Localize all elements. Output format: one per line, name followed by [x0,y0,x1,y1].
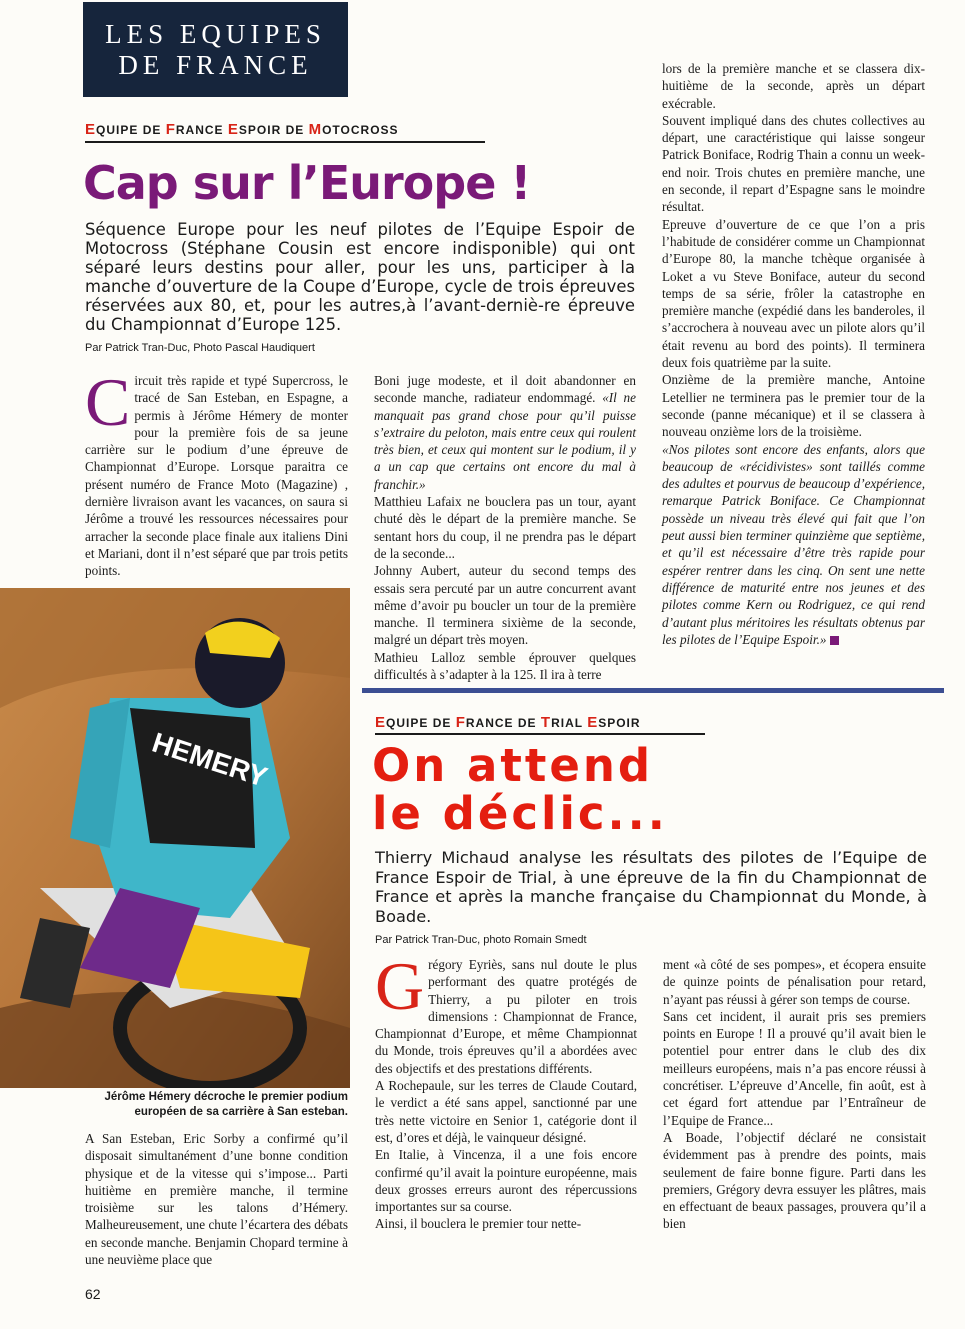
paragraph: A San Esteban, Eric Sorby a confirmé qu’il disposait simultanément d’une bonne condition physique et de la vitesse qui s’impose... Parti huitième en première manche, il termine troisième sur les talons d’Hémery. Malheureusement, une chute l’écartera des débats en seconde manche. Benjamin Chopard termine à une neuvième place que [85,1131,348,1268]
kicker-text: SPOIR [598,716,641,730]
article1-title: Cap sur l’Europe ! [83,156,531,210]
kicker-text: RIAL [551,716,588,730]
paragraph: ment «à côté de ses pompes», et écopera ensuite de quinze points de pénalisation pour retard, n’ayant pas réussi à gérer son temps de course. [663,957,926,1007]
rider-illustration [0,588,350,1088]
kicker-text: RANCE DE [465,716,541,730]
quote: «Nos pilotes sont encore des enfants, alors que beaucoup de «récidivistes» sont taillés comme des adultes et pourvus de beaucoup d’expérience, remarque Patrick Boniface. Ce Championnat possède un niveau très élevé qui fait que l’on peut aussi bien terminer quinzième que septième, et qu’il est nécessaire d’être très rapide pour espérer rentrer dans les cinq. On sent une nette différence de maturité entre nos jeunes et des pilotes comme Kern ou Rodriguez, ce qui rend d’autant plus méritoires les résultats obtenus par les pilotes de l’Equipe Espoir.» [662,441,925,647]
rider-photo [0,588,350,1088]
article1-column-3 [662,60,925,648]
kicker-cap: E [227,121,239,138]
kicker-cap: T [540,714,552,731]
paragraph: lors de la première manche et se classera dix-huitième de la seconde, après un départ exécrable. [662,61,925,111]
kicker-cap: M [308,121,323,138]
photo-caption: Jérôme Hémery décroche le premier podium européen de sa carrière à San esteban. [104,1091,348,1118]
kicker-text: QUIPE DE [386,716,456,730]
kicker-underline [85,141,485,143]
article2-column-1 [375,948,637,1233]
paragraph: A Boade, l’objectif déclaré ne consistait évidemment pas à prendre des points, mais seulement de faire bonne figure. Parti dans les premiers, Grégory devra essuyer les plâtres, mais en effectuant de beaux passages, prouvera qu’il a bien [663,1129,926,1232]
article1-column-1-continued [85,1130,348,1268]
paragraph: A Rochepaule, sur les terres de Claude Coutard, le verdict a été sans appel, sanctionné par une très nette victoire en Senior 1, catégorie dont il est, d’ores et déjà, le vainqueur désigné. [375,1078,637,1145]
badge-line-1: LES EQUIPES [105,18,326,49]
kicker-cap: E [587,714,599,731]
drop-cap: C [85,364,131,440]
kicker-cap: F [165,121,176,138]
back-protector-name: HEMERY [148,726,272,793]
title-line-1: On attend [372,739,654,792]
paragraph: Ainsi, il bouclera le premier tour nette- [375,1216,582,1232]
title-line-2: le déclic... [372,787,668,840]
drop-cap: G [375,948,425,1024]
paragraph: Matthieu Lafaix ne bouclera pas un tour, ayant chuté dès le départ de la première manche. Se sentant hors du coup, il ne prendra pas le départ de la seconde... [374,494,636,561]
quote: «Il ne manquait pas grand chose pour qu’il puisse s’extraire du peloton, mais entre ceux qui roulent très bien, et ceux qui montent sur le podium, il y a un cap que certains ont encore du mal à franchir.» [374,390,636,492]
quote-paragraph [662,441,925,649]
paragraph: En Italie, à Vincenza, il a une fois encore confirmé qu’il avait la pointure européenne, mais deux grosses erreurs auront des répercussions importantes sur sa course. [375,1147,637,1215]
kicker-text: OTOCROSS [322,123,399,137]
article1-lede: Séquence Europe pour les neuf pilotes de l’Equipe Espoir de Motocross (Stéphane Cousin est encore indisponible) qui ont séparé leurs destins pour aller, pour les uns, participer à la manche d’ouverture de la Coupe d’Europe, cycle de trois épreuves réservées aux 80, et, pour les autres,à l’avant-derniè-re épreuve du Championnat d’Europe 125. [85,220,635,334]
kicker-cap: E [375,714,387,731]
kicker-underline [375,733,705,735]
badge-line-2: DE FRANCE [118,49,313,80]
text-run: Boni juge modeste, et il doit abandonner en seconde manche, radiateur endommagé. [374,373,636,406]
paragraph: Onzième de la première manche, Antoine Letellier ne terminera pas le premier tour de la seconde (panne mécanique) et il se classera à nouveau onzième lors de la troisième. [662,372,925,440]
paragraph: Mathieu Lalloz semble éprouver quelques difficultés à s’adapter à la 125. Il ira à terre [374,649,636,683]
paragraph: Souvent impliqué dans des chutes collectives au départ, une caractéristique qui laisse songeur Patrick Boniface, Rodrig Thain a connu un week-end noir. Trois chutes en première manche, une en seconde, il repart d’Espagne sans le moindre résultat. [662,112,925,215]
article2-lede: Thierry Michaud analyse les résultats des pilotes de l’Equipe de France Espoir de Trial, à une épreuve de la fin du Championnat de France et après la manche française du Championnat du Monde, à Boade. [375,848,927,926]
paragraph: régory Eyriès, sans nul doute le plus performant des quatre protégés de Thierry, a pu piloter en trois dimensions : Championnat de France, Championnat d’Europe, et même Championnat du Monde, trois épreuves qu’il a abordées avec des objectifs et des prestations différents. [375,957,637,1076]
kicker-cap: E [85,121,97,138]
paragraph: Epreuve d’ouverture de ce que l’on a pris l’habitude de considérer comme un Championnat d’Europe 80, la manche tchèque organisée à Loket a vu Steve Boniface, auteur du second temps de sa série, frôler la catastrophe en première manche (expédié dans les banderoles, il s’accrochera à nouveau avec un pilote alors qu’il était revenu au bord des points). Il terminera deux fois quatrième par la suite. [662,216,925,371]
article1-byline: Par Patrick Tran-Duc, Photo Pascal Haudiquert [85,342,315,354]
paragraph: Johnny Aubert, auteur du second temps des essais sera percuté par un autre concurrent avant même d’avoir pu boucler un tour de la première manche. Il terminera sixième de la seconde, malgré un départ très moyen. [374,563,636,648]
kicker-text: RANCE [175,123,228,137]
kicker-text: QUIPE DE [96,123,166,137]
kicker-cap: F [455,714,466,731]
kicker-text: SPOIR DE [238,123,309,137]
paragraph: ircuit très rapide et typé Supercross, le tracé de San Esteban, en Espagne, a permis à Jérôme Hémery de monter pour la première fois de sa jeune carrière sur le podium d’une épreuve de Championnat d’Europe. Lorsque paraitra ce présent numéro de France Moto (Magazine) , dernière livraison avant les vacances, on saura si Jérôme a trouvé les ressources nécessaires pour arracher la seconde place finale aux italiens Dini et Mariani, dont il n’est séparé que par trois petits points. [85,373,348,579]
section-badge [83,2,348,97]
section-divider [362,688,944,693]
article2-byline: Par Patrick Tran-Duc, photo Romain Smedt [375,934,587,946]
article1-column-2 [374,372,636,683]
article1-column-1 [85,364,348,580]
article1-kicker [85,121,485,138]
paragraph [374,372,636,493]
page-number: 62 [85,1286,101,1302]
article2-title [372,739,668,840]
end-mark-icon [830,636,839,645]
article2-kicker [375,714,705,731]
paragraph: Sans cet incident, il aurait pris ses premiers points en Europe ! Il a prouvé qu’il avait bien le potentiel pour entrer dans le club des dix meilleurs européens, mais n’a pas encore réussi à concrétiser. L’épreuve d’Ancelle, fin août, est à cet égard fort attendue par l’Entraîneur de l’Equipe de France... [663,1008,926,1128]
article2-column-2 [663,956,926,1233]
